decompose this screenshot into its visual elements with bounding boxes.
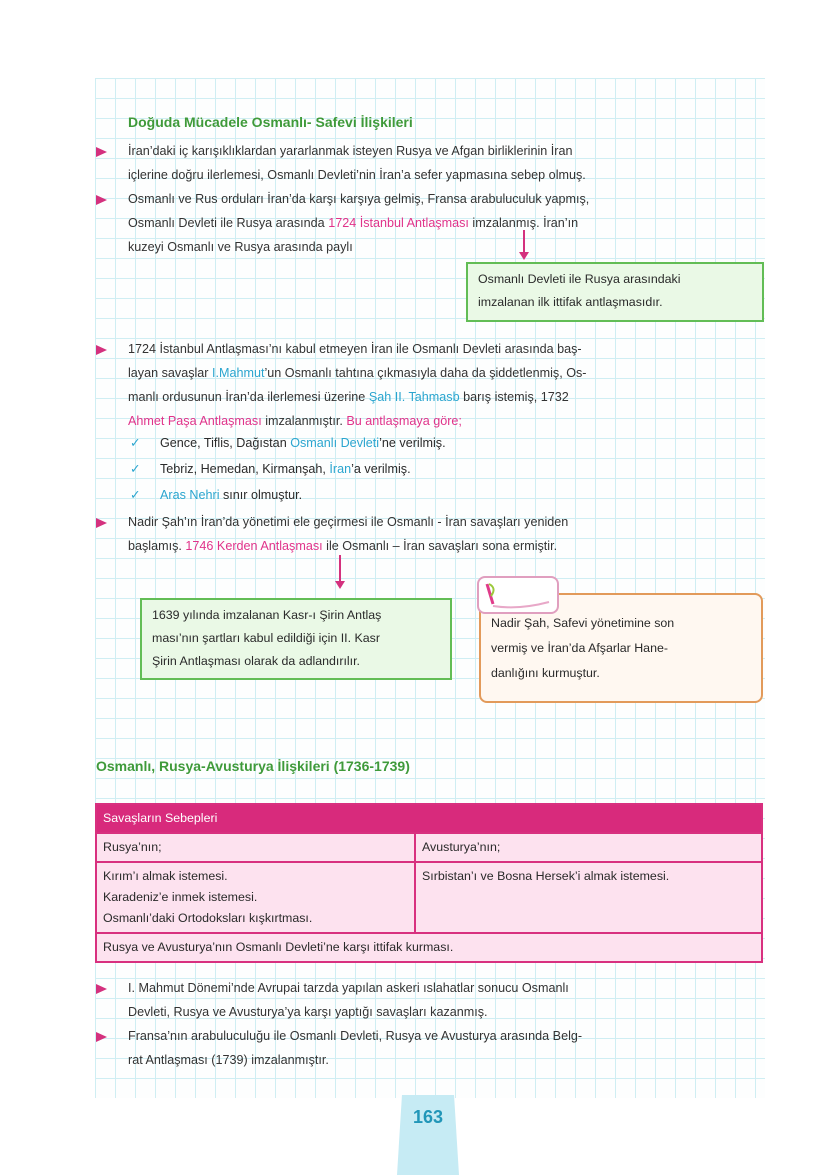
text-span: İran xyxy=(329,462,352,476)
text-line: I. Mahmut Dönemi’nde Avrupai tarzda yapılan askeri ıslahatlar sonucu Osmanlı xyxy=(128,981,569,995)
text-span: Gence, Tiflis, Dağıstan xyxy=(160,436,291,450)
paragraph-6 xyxy=(128,1024,768,1072)
paragraph-4 xyxy=(128,510,768,558)
text-line xyxy=(128,534,768,558)
text-span: Osmanlı Devleti xyxy=(290,436,380,450)
text-line: Devleti, Rusya ve Avusturya’ya karşı yaptığı savaşları kazanmış. xyxy=(128,1005,488,1019)
text-line: Nadir Şah’ın İran’da yönetimi ele geçirmesi ile Osmanlı - İran savaşları yeniden xyxy=(128,515,569,529)
feather-pen-icon xyxy=(479,578,557,612)
text-span: layan savaşlar xyxy=(128,366,212,380)
section-title-safevi: Doğuda Mücadele Osmanlı- Safevi İlişkileri xyxy=(128,114,413,130)
table-item: Sırbistan’ı ve Bosna Hersek’i almak istemesi. xyxy=(422,869,670,883)
note-line: Şirin Antlaşması olarak da adlandırılır. xyxy=(152,654,360,668)
text-line: İran’daki iç karışıklıklardan yararlanmak isteyen Rusya ve Afgan birliklerinin İran xyxy=(128,144,573,158)
highlight-treaty-1724: 1724 İstanbul Antlaşması xyxy=(328,216,469,230)
section-title-rusya-avusturya: Osmanlı, Rusya-Avusturya İlişkileri (1736-1739) xyxy=(96,758,410,774)
paragraph-2 xyxy=(128,187,768,259)
text-span: ile Osmanlı – İran savaşları sona ermiştir. xyxy=(322,539,558,553)
text-line: kuzeyi Osmanlı ve Rusya arasında paylı xyxy=(128,240,353,254)
text-span: imzalanmış. İran’ın xyxy=(468,216,579,230)
text-line xyxy=(128,211,768,235)
note-line: vermiş ve İran’da Afşarlar Hane- xyxy=(491,641,668,655)
text-line: 1724 İstanbul Antlaşması’nı kabul etmeyen İran ile Osmanlı Devleti arasında baş- xyxy=(128,342,582,356)
table-item: Karadeniz’e inmek istemesi. xyxy=(103,890,258,904)
text-span: başlamış. xyxy=(128,539,186,553)
bullet-arrow-icon xyxy=(96,518,107,528)
text-span: imzalanmıştır. xyxy=(261,414,347,428)
text-span: barış istemiş, 1732 xyxy=(459,390,569,404)
highlight-tahmasb: Şah II. Tahmasb xyxy=(368,390,460,404)
check-icon: ✓ xyxy=(130,462,141,476)
check-icon: ✓ xyxy=(130,488,141,502)
paragraph-5 xyxy=(128,976,768,1024)
text-line xyxy=(128,361,768,385)
table-cell-rusya xyxy=(96,862,415,933)
highlight-mahmut: I.Mahmut xyxy=(212,366,265,380)
text-line xyxy=(128,385,768,409)
note-first-alliance xyxy=(466,262,764,322)
text-line: Fransa’nın arabuluculuğu ile Osmanlı Devleti, Rusya ve Avusturya arasında Belg- xyxy=(128,1029,583,1043)
note-line: imzalanan ilk ittifak antlaşmasıdır. xyxy=(478,295,663,309)
check-item xyxy=(130,432,446,454)
text-span: sınır olmuştur. xyxy=(219,488,303,502)
bullet-arrow-icon xyxy=(96,345,107,355)
table-col-head-rusya: Rusya’nın; xyxy=(96,833,415,862)
table-col-head-avusturya: Avusturya’nın; xyxy=(415,833,762,862)
table-item: Kırım’ı almak istemesi. xyxy=(103,869,228,883)
highlight-ahmet-pasa: Ahmet Paşa Antlaşması xyxy=(128,414,262,428)
table-footer: Rusya ve Avusturya’nın Osmanlı Devleti’ne karşı ittifak kurması. xyxy=(96,933,762,962)
note-line: 1639 yılında imzalanan Kasr-ı Şirin Antlaş xyxy=(152,608,382,622)
table-cell-avusturya xyxy=(415,862,762,933)
connector-line xyxy=(339,555,341,583)
text-line: içlerine doğru ilerlemesi, Osmanlı Devleti’nin İran’a sefer yapmasına sebep olmuş. xyxy=(128,168,586,182)
text-span: Aras Nehri xyxy=(160,488,220,502)
causes-table xyxy=(95,803,763,963)
arrow-down-icon xyxy=(335,581,345,589)
connector-line xyxy=(523,230,525,253)
note-kasr-i-sirin xyxy=(140,598,452,680)
highlight-kerden: 1746 Kerden Antlaşması xyxy=(185,539,323,553)
note-line: danlığını kurmuştur. xyxy=(491,666,600,680)
arrow-down-icon xyxy=(519,252,529,260)
note-line: Nadir Şah, Safevi yönetimine son xyxy=(491,616,675,630)
bullet-arrow-icon xyxy=(96,1032,107,1042)
table-header: Savaşların Sebepleri xyxy=(96,804,762,833)
bullet-arrow-icon xyxy=(96,984,107,994)
check-item xyxy=(130,458,411,480)
page-number: 163 xyxy=(412,1107,444,1127)
text-line: Osmanlı ve Rus orduları İran’da karşı karşıya gelmiş, Fransa arabuluculuk yapmış, xyxy=(128,192,590,206)
note-line: ması’nın şartları kabul edildiği için II. Kasr xyxy=(152,631,380,645)
table-item: Osmanlı’daki Ortodoksları kışkırtması. xyxy=(103,911,313,925)
bullet-arrow-icon xyxy=(96,147,107,157)
text-span: ’ne verilmiş. xyxy=(379,436,446,450)
text-line: rat Antlaşması (1739) imzalanmıştır. xyxy=(128,1053,329,1067)
check-item xyxy=(130,484,302,506)
note-tab-decoration xyxy=(477,576,559,614)
text-span: ’a verilmiş. xyxy=(351,462,411,476)
check-icon: ✓ xyxy=(130,436,141,450)
text-span: Osmanlı Devleti ile Rusya arasında xyxy=(128,216,329,230)
text-span: ’un Osmanlı tahtına çıkmasıyla daha da şiddetlenmiş, Os- xyxy=(264,366,587,380)
text-span: manlı ordusunun İran’da ilerlemesi üzerine xyxy=(128,390,369,404)
text-span: Tebriz, Hemedan, Kirmanşah, xyxy=(160,462,330,476)
text-line xyxy=(128,409,768,433)
highlight-according: Bu antlaşmaya göre; xyxy=(346,414,462,428)
bullet-arrow-icon xyxy=(96,195,107,205)
paragraph-3 xyxy=(128,337,768,433)
paragraph-1 xyxy=(128,139,586,187)
note-line: Osmanlı Devleti ile Rusya arasındaki xyxy=(478,272,681,286)
